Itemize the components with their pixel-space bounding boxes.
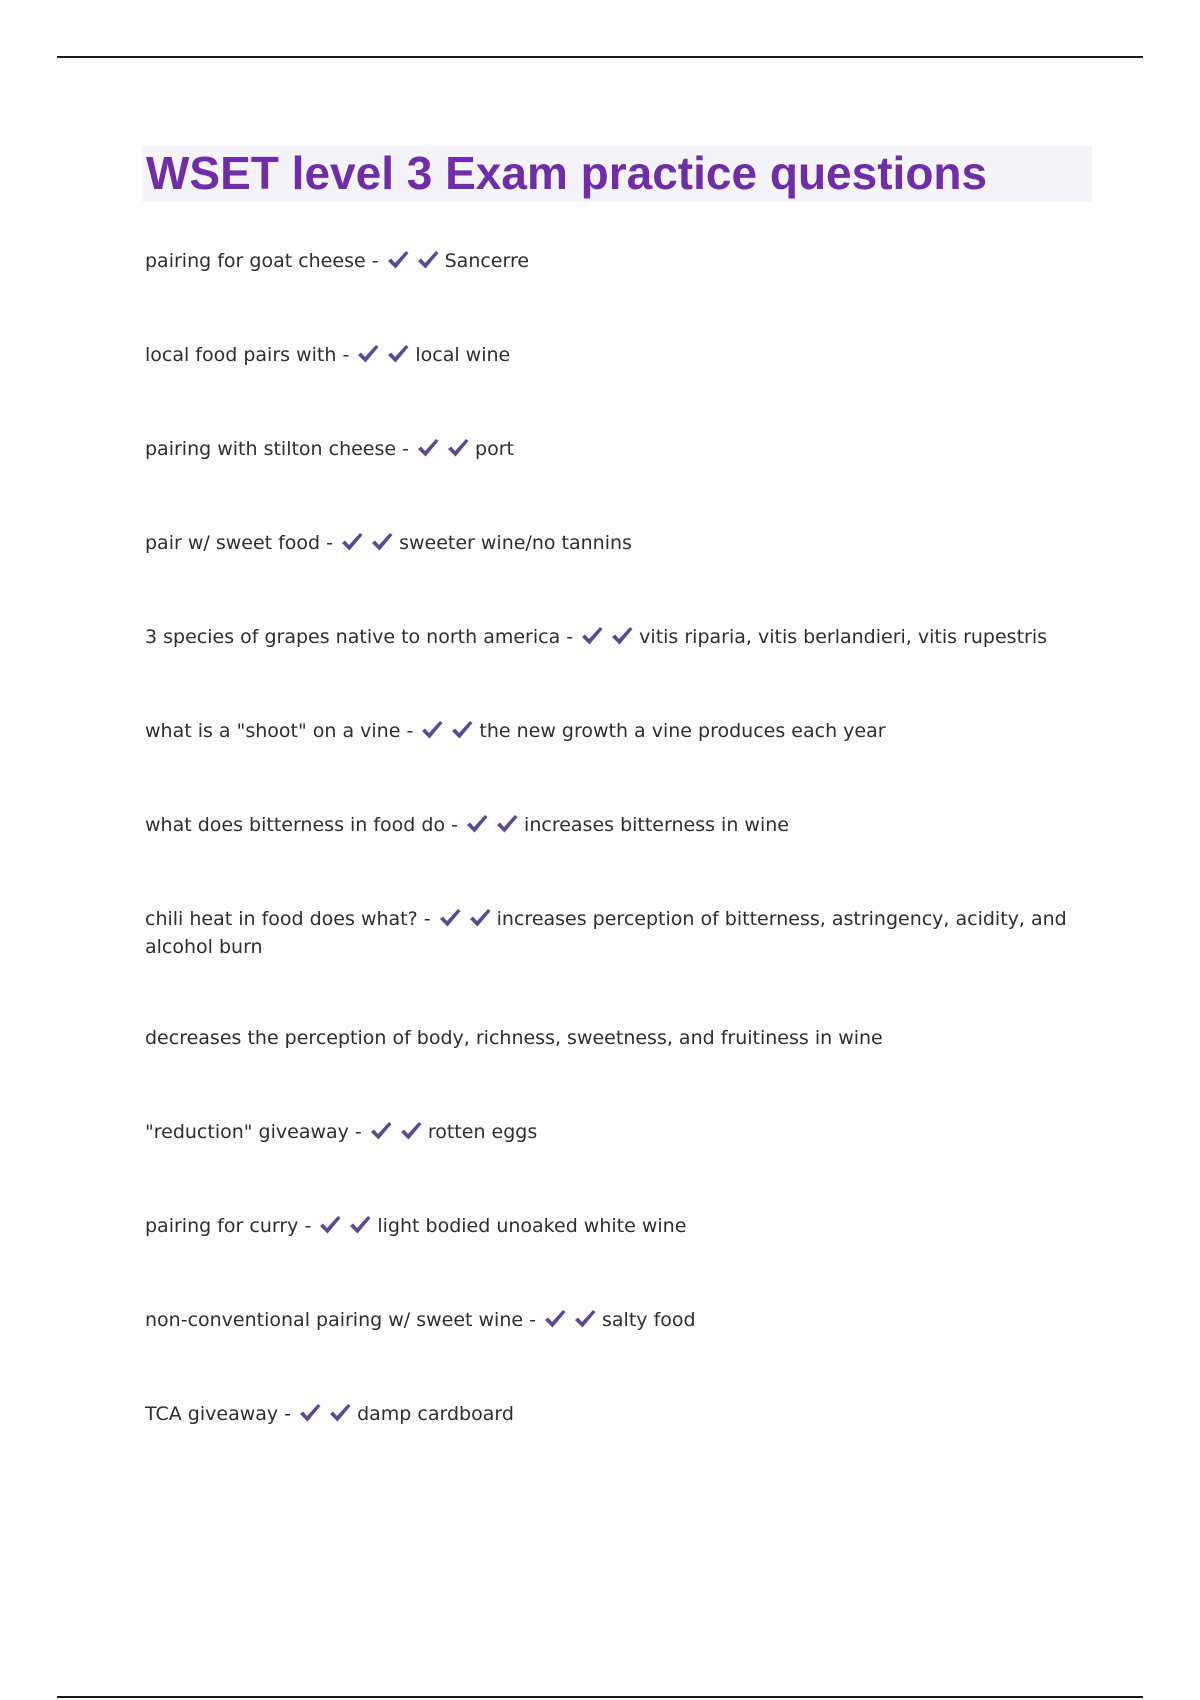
question-text: 3 species of grapes native to north america (145, 626, 561, 648)
checkmark-icon (609, 624, 635, 648)
separator-dash: - (445, 814, 458, 836)
checkmark-icon (347, 1213, 373, 1237)
question-text: chili heat in food does what? (145, 908, 418, 930)
question-text: pair w/ sweet food (145, 532, 321, 554)
qa-item (145, 1212, 1085, 1240)
separator-dash: - (400, 720, 414, 742)
checkmark-icon (327, 1401, 353, 1425)
checkmark-icon (572, 1307, 598, 1331)
answer-text: increases perception of bitterness, astringency, acidity, and alcohol burn (145, 908, 1067, 958)
question-text: TCA giveaway (145, 1403, 279, 1425)
answer-text: port (475, 438, 514, 460)
checkmark-icon (339, 530, 365, 554)
answer-text: increases bitterness in wine (524, 814, 789, 836)
answer-text: salty food (602, 1309, 696, 1331)
checkmark-icon (385, 342, 411, 366)
qa-item (145, 1024, 1085, 1052)
checkmark-icon (385, 248, 411, 272)
checkmark-icon (542, 1307, 568, 1331)
qa-item (145, 905, 1085, 961)
qa-item (145, 247, 1085, 275)
checkmark-icon (437, 906, 463, 930)
question-text: what is a "shoot" on a vine (145, 720, 401, 742)
answer-text: damp cardboard (357, 1403, 514, 1425)
answer-text: vitis riparia, vitis berlandieri, vitis rupestris (639, 626, 1048, 648)
checkmark-icon (355, 342, 381, 366)
qa-item (145, 1118, 1085, 1146)
qa-item (145, 1400, 1085, 1428)
bottom-rule (57, 1696, 1143, 1698)
separator-dash: - (365, 250, 379, 272)
answer-text: rotten eggs (427, 1121, 538, 1143)
answer-text: Sancerre (444, 250, 530, 272)
qa-item (145, 1306, 1085, 1334)
checkmark-icon (467, 906, 493, 930)
question-text: pairing for curry (145, 1215, 299, 1237)
separator-dash: - (396, 438, 409, 460)
checkmark-icon (494, 812, 520, 836)
checkmark-icon (368, 1119, 394, 1143)
checkmark-icon (297, 1401, 323, 1425)
qa-item (145, 811, 1085, 839)
checkmark-icon (579, 624, 605, 648)
separator-dash: - (417, 908, 431, 930)
separator-dash: - (298, 1215, 312, 1237)
separator-dash: - (523, 1309, 536, 1331)
checkmark-icon (415, 436, 441, 460)
qa-item (145, 435, 1085, 463)
separator-dash: - (278, 1403, 292, 1425)
checkmark-icon (464, 812, 490, 836)
question-text: non-conventional pairing w/ sweet wine (145, 1309, 524, 1331)
qa-item (145, 529, 1085, 557)
question-text: pairing for goat cheese (145, 250, 366, 272)
separator-dash: - (348, 1121, 362, 1143)
question-text: what does bitterness in food do (145, 814, 446, 836)
answer-text: sweeter wine/no tannins (399, 532, 632, 554)
answer-text: decreases the perception of body, richness, sweetness, and fruitiness in wine (145, 1027, 883, 1049)
top-rule (57, 56, 1143, 58)
qa-item (145, 623, 1085, 651)
separator-dash: - (320, 532, 334, 554)
page-title: WSET level 3 Exam practice questions (146, 147, 988, 199)
checkmark-icon (449, 718, 475, 742)
checkmark-icon (445, 436, 471, 460)
checkmark-icon (317, 1213, 343, 1237)
answer-text: light bodied unoaked white wine (377, 1215, 687, 1237)
checkmark-icon (398, 1119, 424, 1143)
answer-text: the new growth a vine produces each year (479, 720, 886, 742)
checkmark-icon (419, 718, 445, 742)
qa-item (145, 717, 1085, 745)
question-text: local food pairs with (145, 344, 337, 366)
checkmark-icon (369, 530, 395, 554)
qa-item (145, 341, 1085, 369)
checkmark-icon (415, 248, 441, 272)
answer-text: local wine (415, 344, 511, 366)
question-text: pairing with stilton cheese (145, 438, 397, 460)
separator-dash: - (560, 626, 574, 648)
separator-dash: - (336, 344, 350, 366)
question-text: "reduction" giveaway (145, 1121, 349, 1143)
